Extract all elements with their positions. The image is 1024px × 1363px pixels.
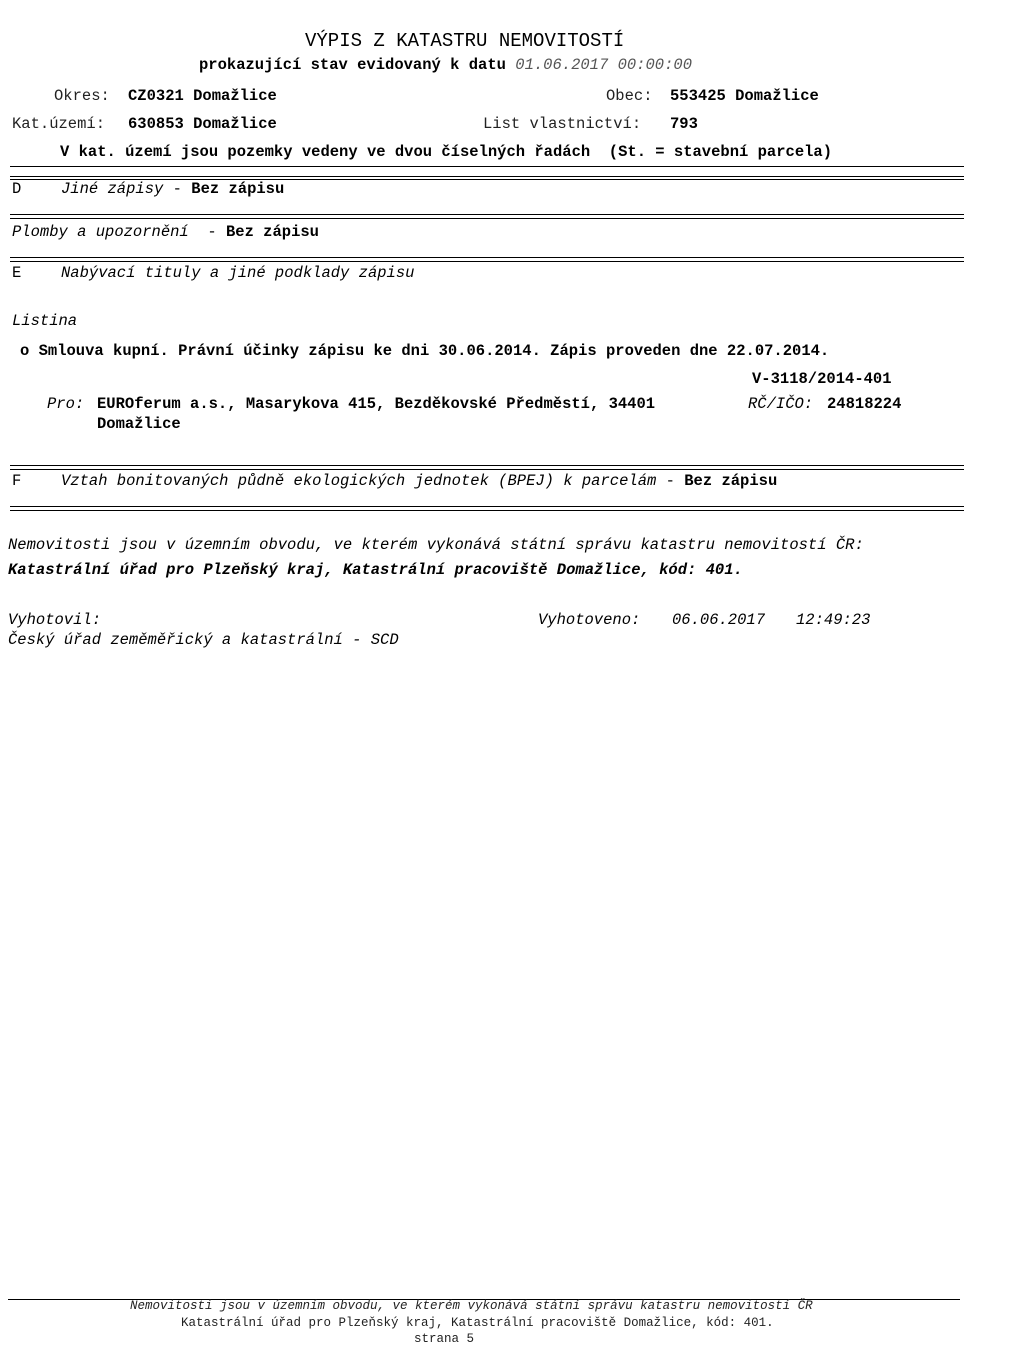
divider xyxy=(10,218,964,219)
plomby-title: Plomby a upozornění xyxy=(12,223,189,241)
okres-value: CZ0321 Domažlice xyxy=(128,87,277,105)
pro-label: Pro: xyxy=(47,395,85,413)
divider xyxy=(10,214,964,215)
plomby-heading xyxy=(12,223,319,241)
section-d-letter: D xyxy=(12,180,22,198)
lv-value: 793 xyxy=(670,115,698,133)
rcico-value: 24818224 xyxy=(827,395,902,413)
obec-value: 553425 Domažlice xyxy=(670,87,819,105)
divider xyxy=(10,510,964,511)
section-d-value: Bez zápisu xyxy=(191,180,285,198)
footer-line2: Katastrální úřad pro Plzeňský kraj, Katastrální pracoviště Domažlice, kód: 401. xyxy=(181,1316,774,1330)
section-f-sep: - xyxy=(665,472,675,490)
plomby-sep: - xyxy=(207,223,217,241)
vyhotovil-value: Český úřad zeměměřický a katastrální - SCD xyxy=(8,631,399,649)
office-line2: Katastrální úřad pro Plzeňský kraj, Katastrální pracoviště Domažlice, kód: 401. xyxy=(8,561,743,579)
listina-reference: V-3118/2014-401 xyxy=(752,370,892,388)
divider xyxy=(10,465,964,466)
vyhotovil-label: Vyhotovil: xyxy=(8,611,102,629)
divider xyxy=(10,257,964,258)
section-e-letter: E xyxy=(12,264,22,282)
section-d-title: Jiné zápisy xyxy=(61,180,164,198)
office-line1: Nemovitosti jsou v územním obvodu, ve kterém vykonává státní správu katastru nemovitostí ČR: xyxy=(8,536,864,554)
subtitle-date: 01.06.2017 00:00:00 xyxy=(515,56,692,74)
section-d-sep: - xyxy=(172,180,182,198)
section-e-title: Nabývací tituly a jiné podklady zápisu xyxy=(61,264,415,282)
page-number: strana 5 xyxy=(414,1332,475,1346)
obec-label: Obec: xyxy=(606,87,653,105)
vyhotoveno-time: 12:49:23 xyxy=(796,611,871,629)
section-f-title: Vztah bonitovaných půdně ekologických jednotek (BPEJ) k parcelám xyxy=(61,472,657,490)
document-subtitle xyxy=(199,56,692,74)
parcel-numbering-note: V kat. území jsou pozemky vedeny ve dvou číselných řadách (St. = stavební parcela) xyxy=(60,143,833,161)
okres-label: Okres: xyxy=(54,87,110,105)
listina-entry: o Smlouva kupní. Právní účinky zápisu ke dni 30.06.2014. Zápis proveden dne 22.07.2014. xyxy=(20,342,830,360)
vyhotoveno-date: 06.06.2017 xyxy=(672,611,766,629)
subtitle-prefix: prokazující stav evidovaný k datu xyxy=(199,56,506,74)
section-f-value: Bez zápisu xyxy=(684,472,778,490)
section-f-heading xyxy=(61,472,777,490)
section-f-letter: F xyxy=(12,472,22,490)
footer-line1: Nemovitosti jsou v územním obvodu, ve kterém vykonává státní správu katastru nemovitostí ČR xyxy=(130,1299,813,1313)
divider xyxy=(10,506,964,507)
rcico-label: RČ/IČO: xyxy=(748,395,814,413)
document-title: VÝPIS Z KATASTRU NEMOVITOSTÍ xyxy=(305,30,625,52)
plomby-value: Bez zápisu xyxy=(225,223,319,241)
lv-label: List vlastnictví: xyxy=(483,115,642,133)
katuzemi-label: Kat.území: xyxy=(12,115,106,133)
divider xyxy=(10,166,964,167)
section-d-heading xyxy=(61,180,284,198)
pro-value-line1: EUROferum a.s., Masarykova 415, Bezděkovské Předměstí, 34401 xyxy=(97,395,656,413)
listina-label: Listina xyxy=(12,312,78,330)
divider xyxy=(10,176,964,177)
divider xyxy=(10,469,964,470)
pro-value-line2: Domažlice xyxy=(97,415,181,433)
divider xyxy=(10,261,964,262)
vyhotoveno-label: Vyhotoveno: xyxy=(538,611,641,629)
katuzemi-value: 630853 Domažlice xyxy=(128,115,277,133)
